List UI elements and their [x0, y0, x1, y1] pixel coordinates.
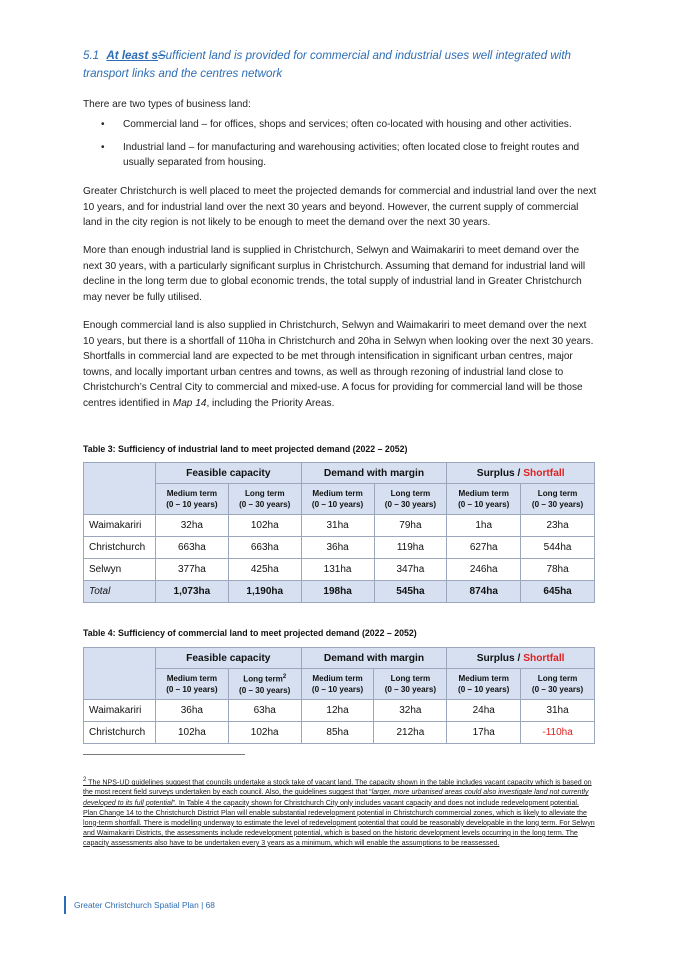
table-cell: 663ha [155, 537, 228, 559]
table-row [84, 515, 595, 537]
table-cell: 131ha [301, 559, 374, 581]
column-group-header: Demand with margin [301, 463, 447, 484]
column-header: Long term (0 – 30 years) [374, 484, 447, 515]
table-cell: 17ha [447, 722, 521, 744]
table-cell: 1ha [447, 515, 521, 537]
table-cell: 12ha [301, 700, 374, 722]
list-item-text: Industrial land – for manufacturing and warehousing activities; often located close to freight routes and usually separated from housing. [123, 141, 580, 169]
section-number: 5.1 [83, 49, 100, 62]
table-cell: 24ha [447, 700, 521, 722]
table-cell: 198ha [301, 581, 374, 603]
table-cell: 32ha [155, 515, 228, 537]
paragraph-supply-overview: Greater Christchurch is well placed to meet the projected demands for commercial and industrial land over the next 10 years, and for industrial land over the next 30 years and beyond. However, the current supply of commercial land in the city region is not likely to be enough to meet the demand over the next 30 years. [83, 186, 597, 229]
footnote-quote: larger, more urbanised areas could also investigate land not currently developed to its full potential [83, 788, 589, 807]
table-cell: 78ha [521, 559, 595, 581]
paragraph-industrial-land: More than enough industrial land is supplied in Christchurch, Selwyn and Waimakariri to meet demand over the next 30 years, with a particularly significant surplus in Christchurch. Assuming that demand for industrial land will decline in the long term due to global economic trends, the total supply of industrial land in Greater Christchurch may never be fully utilised. [83, 245, 586, 303]
table-cell: 1,190ha [228, 581, 301, 603]
section-heading [83, 47, 583, 83]
row-label: Waimakariri [84, 700, 156, 722]
table-cell: 377ha [155, 559, 228, 581]
column-header: Medium term (0 – 10 years) [155, 484, 228, 515]
list-item-text: Commercial land – for offices, shops and services; often co-located with housing and other activities. [123, 119, 572, 130]
shortfall-label: Shortfall [523, 652, 565, 664]
column-group-header [447, 648, 595, 669]
table4-caption: Table 4: Sufficiency of commercial land to meet projected demand (2022 – 2052) [83, 628, 417, 638]
table-cell: 545ha [374, 581, 447, 603]
column-header: Medium term (0 – 10 years) [301, 669, 374, 700]
table-cell: 85ha [301, 722, 374, 744]
table-corner [84, 463, 156, 515]
table-cell: 544ha [521, 537, 595, 559]
heading-text-line1: ufficient land is provided for commercial and industrial uses well integrated with [165, 49, 571, 62]
table-total-row [84, 581, 595, 603]
row-label: Waimakariri [84, 515, 156, 537]
table-cell: 212ha [374, 722, 447, 744]
surplus-label: Surplus / [476, 652, 524, 664]
table-corner [84, 648, 156, 700]
row-label: Christchurch [84, 722, 156, 744]
table-cell: 63ha [228, 700, 301, 722]
row-label: Selwyn [84, 559, 156, 581]
row-label: Christchurch [84, 537, 156, 559]
paragraph-text-end: , including the Priority Areas. [206, 397, 335, 409]
footnote-marker: 2 [282, 674, 287, 681]
table-cell: 347ha [374, 559, 447, 581]
intro-paragraph: There are two types of business land: [83, 99, 251, 110]
footnote-text: The NPS-UD guidelines suggest that councils undertake a stock take of vacant land. The capacity shown in the table includes vacant capacity which is based on the most recent field surveys undertaken by each council. Also, the guidelines suggest that “ [83, 778, 592, 797]
footnote [83, 775, 595, 848]
shortfall-cell: -110ha [521, 722, 595, 744]
column-group-header [447, 463, 595, 484]
table-cell: 102ha [228, 515, 301, 537]
inserted-text: At least s [106, 49, 158, 62]
page-footer: Greater Christchurch Spatial Plan | 68 [74, 900, 215, 910]
table-cell: 663ha [228, 537, 301, 559]
table-cell: 79ha [374, 515, 447, 537]
column-group-header: Demand with margin [301, 648, 447, 669]
list-item [83, 140, 598, 171]
column-header: Medium term (0 – 10 years) [155, 669, 228, 700]
table3-caption: Table 3: Sufficiency of industrial land to meet projected demand (2022 – 2052) [83, 444, 408, 454]
table-row [84, 700, 595, 722]
bullet-icon: • [101, 141, 105, 153]
footnote-divider [83, 754, 245, 755]
table-row [84, 722, 595, 744]
column-header: Medium term (0 – 10 years) [447, 669, 521, 700]
shortfall-label: Shortfall [523, 467, 565, 479]
column-group-header: Feasible capacity [155, 463, 301, 484]
table-row [84, 537, 595, 559]
column-header: Long term$^2$ (0 – 30 years) [228, 669, 301, 700]
column-header: Medium term (0 – 10 years) [447, 484, 521, 515]
table-cell: 425ha [228, 559, 301, 581]
table-cell: 32ha [374, 700, 447, 722]
footer-accent-bar [64, 896, 66, 914]
table-cell: 31ha [301, 515, 374, 537]
row-label: Total [84, 581, 156, 603]
table-cell: 627ha [447, 537, 521, 559]
column-header: Long term (0 – 30 years) [228, 484, 301, 515]
footnote-number: 2 [83, 777, 87, 783]
column-header: Long term (0 – 30 years) [521, 484, 595, 515]
deleted-text: S [157, 49, 166, 62]
table-cell: 36ha [301, 537, 374, 559]
table-cell: 645ha [521, 581, 595, 603]
table-cell: 1,073ha [155, 581, 228, 603]
table-cell: 874ha [447, 581, 521, 603]
table-cell: 102ha [155, 722, 228, 744]
table-cell: 102ha [228, 722, 301, 744]
column-header: Long term (0 – 30 years) [374, 669, 447, 700]
table4-commercial-land [83, 647, 595, 744]
column-group-header: Feasible capacity [155, 648, 301, 669]
paragraph-commercial-land [83, 318, 598, 412]
column-header: Long term (0 – 30 years) [521, 669, 595, 700]
list-item [83, 117, 598, 133]
table-row [84, 559, 595, 581]
paragraph-text: Enough commercial land is also supplied in Christchurch, Selwyn and Waimakariri to meet demand over the next 10 years, but there is a shortfall of 110ha in Christchurch and 20ha in Selwyn when looking over the next 30 years. Shortfalls in commercial land are expected to be met through intensification in significant urban centres, major towns, and locally important urban centres and towns, as well as through rezoning of industrial land close to Christchurch’s Central City to commercial and mixed-use. A focus for providing for commercial land will be those centres identified in [83, 320, 594, 409]
table-cell: 36ha [155, 700, 228, 722]
footnote-text-end: ”. In Table 4 the capacity shown for Christchurch City only includes vacant capacity and does not include redevelopment potential. Plan Change 14 to the Christchurch District Plan will enable substantial redevelopment potential in Christchurch commercial zones, which is likely to alleviate the long-term shortfall. There is modelling underway to estimate the level of redevelopment potential that could be reasonably developable in the long term. For Selwyn and Waimakariri Districts, the assessments include redevelopment potential, which is based on the historic development levels occurring in the long term. The capacity assessments also have to be undertaken every 3 years as a minimum, which will enable the assumptions to be reassessed. [83, 798, 595, 847]
column-header: Medium term (0 – 10 years) [301, 484, 374, 515]
table3-industrial-land [83, 462, 595, 603]
map-reference: Map 14 [172, 397, 207, 409]
table-cell: 31ha [521, 700, 595, 722]
table-cell: 119ha [374, 537, 447, 559]
table-cell: 246ha [447, 559, 521, 581]
surplus-label: Surplus / [476, 467, 524, 479]
heading-text-line2: transport links and the centres network [83, 67, 283, 80]
business-land-list [83, 117, 598, 178]
bullet-icon: • [101, 119, 105, 130]
table-cell: 23ha [521, 515, 595, 537]
